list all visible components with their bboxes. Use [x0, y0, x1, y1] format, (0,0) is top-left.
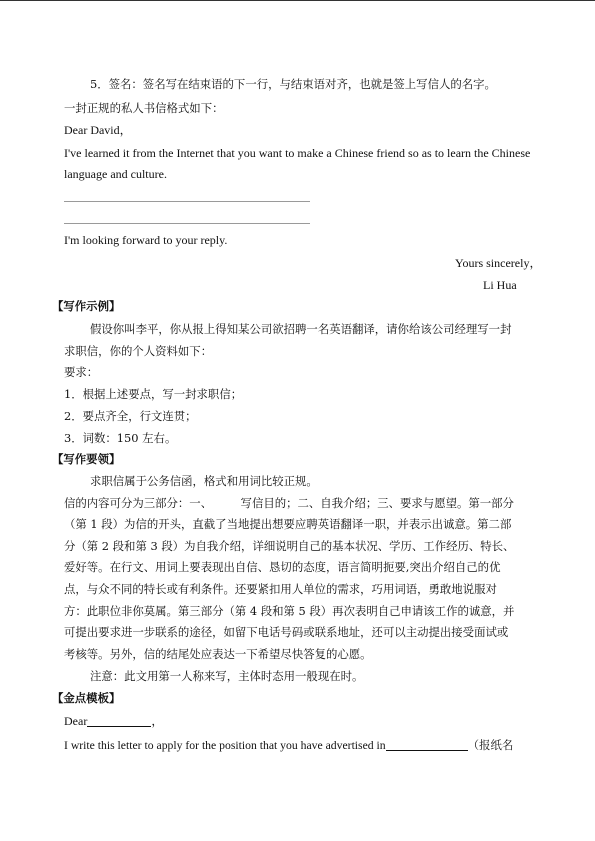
letter-greeting: Dear David， [64, 123, 132, 137]
example-para-line-1: 假设你叫李平，你从报上得知某公司欲招聘一名英语翻译，请你给该公司经理写一封 [90, 322, 512, 336]
letter-blank-line-2 [64, 223, 310, 224]
essentials-line-4: 分（第 2 段和第 3 段）为自我介绍，详细说明自己的基本状况、学历、工作经历、特长、 [64, 539, 515, 553]
item-5-signature-rule: 5．签名：签名写在结束语的下一行，与结束语对齐，也就是签上写信人的名字。 [90, 77, 496, 91]
template-dear-line [64, 713, 163, 729]
letter-format-intro: 一封正规的私人书信格式如下： [64, 101, 224, 115]
essentials-line-2: 信的内容可分为三部分：一、 写信目的；二、自我介绍；三、要求与愿望。第一部分 [64, 496, 514, 510]
template-apply-tail: （报纸名 [467, 738, 514, 752]
essentials-line-8: 可提出要求进一步联系的途径，如留下电话号码或联系地址，还可以主动提出接受面试或 [64, 625, 509, 639]
letter-body-line-2: language and culture. [64, 167, 167, 181]
example-para-line-2: 求职信，你的个人资料如下： [64, 344, 213, 358]
requirement-2: 2．要点齐全，行文连贯； [64, 409, 197, 423]
template-name-blank [87, 714, 151, 727]
template-dear-word: Dear [64, 714, 88, 728]
example-heading: 【写作示例】 [52, 299, 121, 313]
letter-closing-line: I'm looking forward to your reply. [64, 233, 228, 247]
essentials-line-5: 爱好等。在行文、用词上要表现出自信、恳切的态度，语言简明扼要,突出介绍自己的优 [64, 560, 501, 574]
letter-body-line-1: I've learned it from the Internet that you want to make a Chinese friend so as to learn the Chinese [64, 146, 531, 160]
letter-blank-line-1 [64, 201, 310, 202]
template-newspaper-blank [386, 738, 468, 751]
essentials-note: 注意：此文用第一人称来写，主体时态用一般现在时。 [90, 669, 364, 683]
header-rule [0, 0, 595, 1]
essentials-heading: 【写作要领】 [52, 452, 121, 466]
letter-signoff: Yours sincerely， [455, 256, 542, 270]
essentials-line-9: 考核等。另外，信的结尾处应表达一下希望尽快答复的心愿。 [64, 647, 372, 661]
template-heading: 【金点模板】 [52, 691, 121, 705]
essentials-line-3: （第 1 段）为信的开头，直截了当地提出想要应聘英语翻译一职，并表示出诚意。第二部 [64, 517, 512, 531]
template-apply-line [64, 737, 513, 754]
essentials-line-7: 方：此职位非你莫属。第三部分（第 4 段和第 5 段）再次表明自己申请该工作的诚意，并 [64, 604, 515, 618]
letter-signature: Li Hua [483, 278, 517, 292]
requirements-label: 要求： [64, 365, 99, 379]
requirement-1: 1．根据上述要点，写一封求职信； [64, 387, 243, 401]
essentials-line-6: 点，与众不同的特长或有利条件。还要紧扣用人单位的需求，巧用词语，勇敢地说服对 [64, 582, 497, 596]
essentials-line-1: 求职信属于公务信函，格式和用词比较正规。 [90, 474, 318, 488]
template-apply-text: I write this letter to apply for the position that you have advertised in [64, 739, 386, 752]
template-dear-comma: ， [151, 714, 164, 728]
requirement-3: 3．词数：150 左右。 [64, 431, 177, 445]
